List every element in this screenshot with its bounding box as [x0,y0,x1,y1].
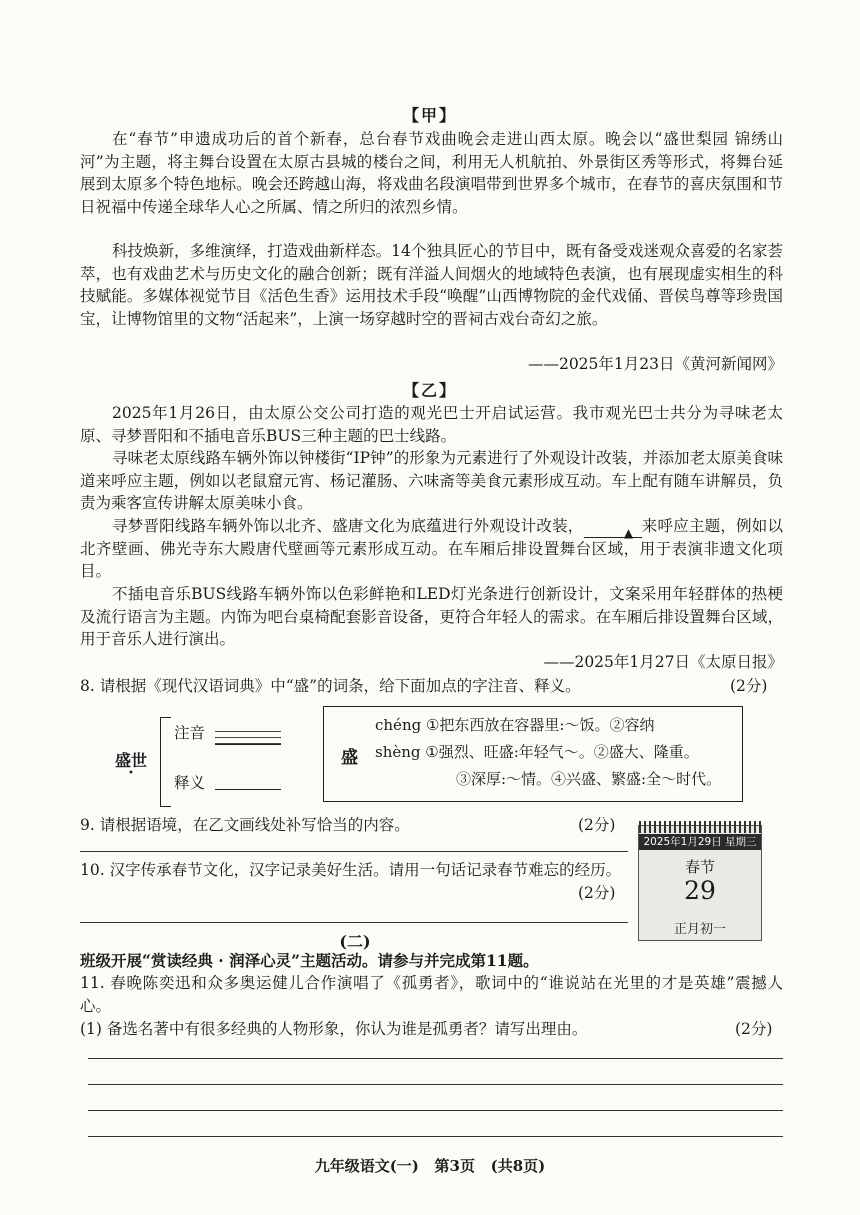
yi-paragraph-2: 寻味老太原线路车辆外饰以钟楼街“IP钟”的形象为元素进行了外观设计改装，并添加老太原美食味道来呼应主题，例如以老鼠窟元宵、杨记灌肠、六味斋等美食元素形成互动。车上配有随车讲解员，负责为乘客宣传讲解太原美味小食。 [80,449,783,512]
dict-line-2: shèng ①强烈、旺盛:年轻气～。②盛大、隆重。 [375,743,699,761]
jia-heading: 【甲】 [402,106,457,125]
jia-paragraph-1: 在“春节”申遗成功后的首个新春，总台春节戏曲晚会走进山西太原。晚会以“盛世梨园 锦绣山河”为主题，将主舞台设置在太原古县城的楼台之间，利用无人机航拍、外景街区秀等形式，将舞台延展到太原多个特色地标。晚会还跨越山海，将戏曲名段演唱带到世界多个城市，在春节的喜庆氛围和节日祝福中传递全球华人心之所属、情之所归的浓烈乡情。 [80,130,783,216]
answer-blank-9[interactable] [584,521,642,538]
q11-answer-line-1[interactable] [88,1058,783,1059]
calendar-rings [639,821,761,833]
jia-source: ——2025年1月23日《黄河新闻网》 [527,355,783,373]
q9-text: 9. 请根据语境，在乙文画线处补写恰当的内容。 [80,816,410,834]
section-2-heading: (二) [339,932,371,951]
q10-score: (2分) [578,884,616,902]
dict-char: 盛 [341,748,358,768]
dict-line-1: chéng ①把东西放在容器里:～饭。②容纳 [375,716,655,734]
section-2-intro: 班级开展“赏读经典 · 润泽心灵”主题活动。请参与并完成第11题。 [80,951,539,970]
yi-paragraph-1: 2025年1月26日，由太原公交公司打造的观光巴士开启试运营。我市观光巴士共分为寻味老太原、寻梦晋阳和不插电音乐BUS三种主题的巴士线路。 [80,404,783,445]
q11-answer-line-4[interactable] [88,1136,783,1137]
yi-p3-part-a: 寻梦晋阳线路车辆外饰以北齐、盛唐文化为底蕴进行外观设计改装， [112,517,584,535]
q8-zhuyin-input[interactable] [215,726,281,745]
q11-1-text: (1) 备选名著中有很多经典的人物形象，你认为谁是孤勇者？请写出理由。 [80,1020,588,1038]
jia-paragraph-2: 科技焕新，多维演绎，打造戏曲新样态。14个独具匠心的节目中，既有备受戏迷观众喜爱的名家荟萃，也有戏曲艺术与历史文化的融合创新；既有洋溢人间烟火的地域特色表演，也有展现虚实相生的科技赋能。多媒体视觉节目《活色生香》运用技术手段“唤醒”山西博物院的金代戏俑、晋侯鸟尊等珍贵国宝，让博物馆里的文物“活起来”，上演一场穿越时空的晋祠古戏台奇幻之旅。 [80,242,783,328]
emphasis-dot-icon: • [128,768,134,779]
page-footer: 九年级语文(一) 第3页 (共8页) [314,1157,546,1175]
q11-text: 11. 春晚陈奕迅和众多奥运健儿合作演唱了《孤勇者》，歌词中的“谁说站在光里的才是英雄”震撼人心。 [80,974,783,1015]
q9-score: (2分) [578,816,616,834]
yi-paragraph-4: 不插电音乐BUS线路车辆外饰以色彩鲜艳和LED灯光条进行创新设计，文案采用年轻群体的热梗及流行语言为主题。内饰为吧台桌椅配套影音设备，更符合年轻人的需求。在车厢后排设置舞台区域，用于音乐人进行演出。 [80,585,783,648]
q11-1-score: (2分) [735,1020,773,1038]
q9-answer-line[interactable] [80,851,628,852]
q8-text: 8. 请根据《现代汉语词典》中“盛”的词条，给下面加点的字注音、释义。 [80,677,581,695]
q10-answer-line[interactable] [80,922,628,923]
calendar-lunar: 正月初一 [673,922,726,937]
q11-answer-line-2[interactable] [88,1084,783,1085]
q8-shiyi-input[interactable] [215,789,281,790]
yi-paragraph-3 [80,515,783,583]
calendar-day: 29 [684,876,716,905]
q8-score: (2分) [730,677,768,695]
q10-text-content: 10. 汉字传承春节文化，汉字记录美好生活。请用一句话记录春节难忘的经历。 [80,861,622,879]
yi-p3-part-b: 来呼应主题，例如以北齐壁画、佛光寺东大殿唐代壁画等元素形成互动。在车厢后排设置舞台区域，用于表演非遗文化项目。 [80,517,783,580]
q11-answer-line-3[interactable] [88,1110,783,1111]
q8-word-text: 盛世 [115,751,148,770]
q8-zhuyin-label: 注音 [174,724,206,742]
dict-line-3: ③深厚:～情。④兴盛、繁盛:全～时代。 [456,770,722,788]
q8-shiyi-label: 释义 [174,774,206,792]
calendar-image [638,825,762,941]
q8-bracket [160,717,171,807]
triangle-marker-icon: ▲ [623,525,634,540]
q10-text [80,859,628,882]
yi-source: ——2025年1月27日《太原日报》 [543,653,783,671]
yi-heading: 【乙】 [402,381,457,400]
calendar-festival: 春节 [684,858,715,876]
calendar-date: 2025年1月29日 星期三 [639,834,761,850]
